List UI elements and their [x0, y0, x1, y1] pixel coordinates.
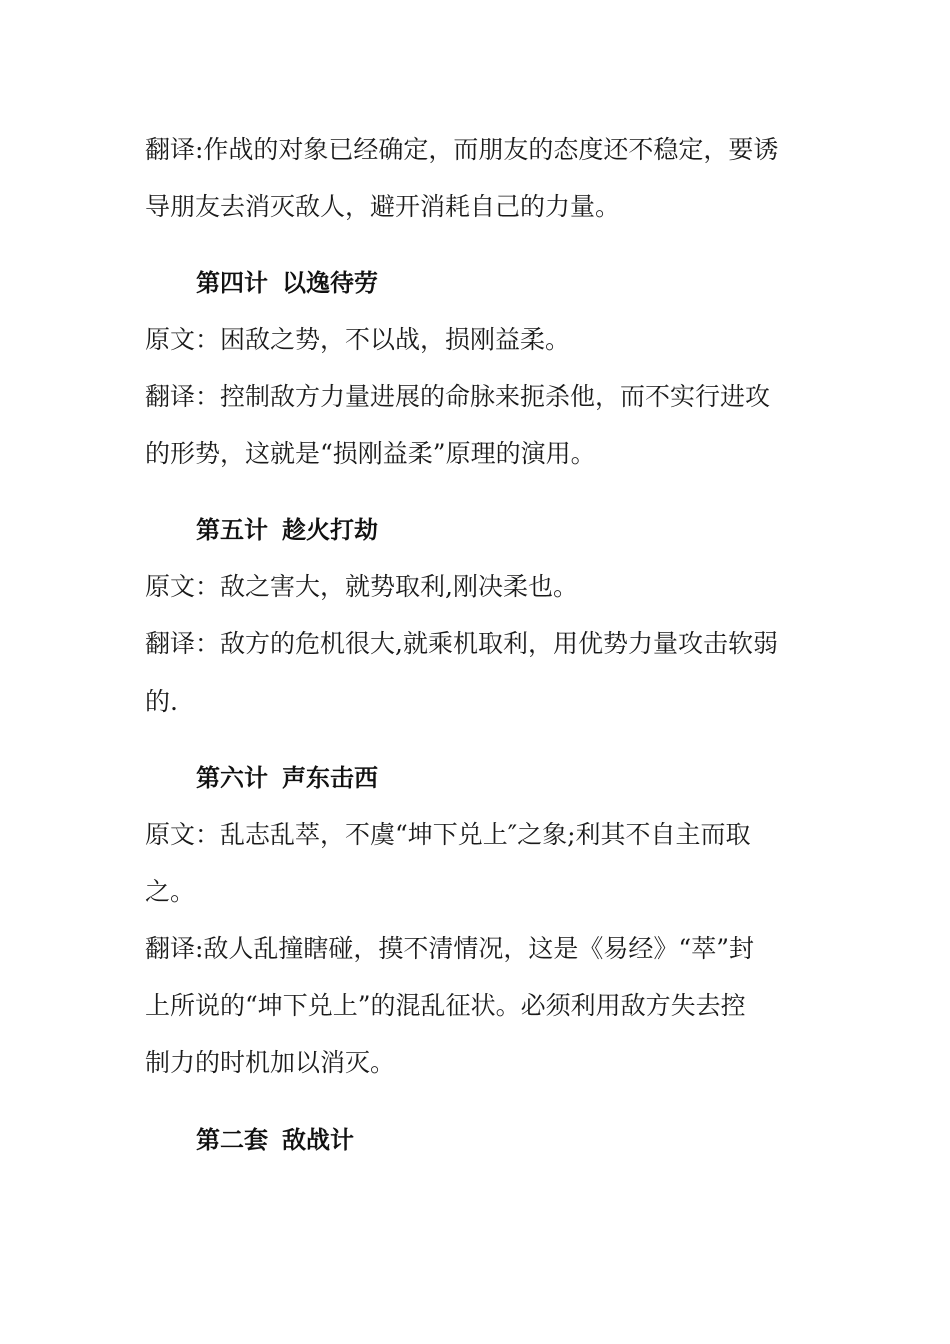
stratagem-heading [196, 762, 378, 794]
set-heading [196, 1124, 354, 1156]
stratagem-number: 第五计 [196, 516, 268, 544]
translation-line: 翻译：控制敌方力量进展的命脉来扼杀他，而不实行进攻 [145, 382, 771, 411]
translation-line: 导朋友去消灭敌人，避开消耗自己的力量。 [145, 192, 621, 221]
translation-line: 翻译:作战的对象已经确定，而朋友的态度还不稳定，要诱 [145, 135, 779, 164]
original-text-line: 原文：乱志乱萃，不虞“坤下兑上″之象;利其不自主而取 [145, 820, 751, 849]
stratagem-name: 声东击西 [282, 764, 378, 792]
set-number: 第二套 [196, 1126, 268, 1154]
set-name: 敌战计 [282, 1126, 354, 1154]
stratagem-number: 第六计 [196, 764, 268, 792]
translation-line: 制力的时机加以消灭。 [145, 1048, 396, 1077]
original-text-line: 之。 [145, 877, 196, 906]
stratagem-name: 以逸待劳 [282, 269, 378, 297]
translation-line: 的. [145, 687, 178, 716]
translation-line: 翻译：敌方的危机很大,就乘机取利，用优势力量攻击软弱 [145, 629, 778, 658]
original-text-line: 原文：敌之害大，就势取利,刚决柔也。 [145, 572, 578, 601]
stratagem-number: 第四计 [196, 269, 268, 297]
translation-line: 的形势，这就是“损刚益柔”原理的演用。 [145, 439, 596, 468]
original-text-line: 原文：困敌之势，不以战，损刚益柔。 [145, 325, 571, 354]
stratagem-heading [196, 267, 378, 299]
stratagem-name: 趁火打劫 [282, 516, 378, 544]
translation-line: 翻译:敌人乱撞瞎碰，摸不清情况，这是《易经》“萃”封 [145, 934, 754, 963]
stratagem-heading [196, 514, 378, 546]
translation-line: 上所说的“坤下兑上”的混乱征状。必须利用敌方失去控 [145, 991, 746, 1020]
